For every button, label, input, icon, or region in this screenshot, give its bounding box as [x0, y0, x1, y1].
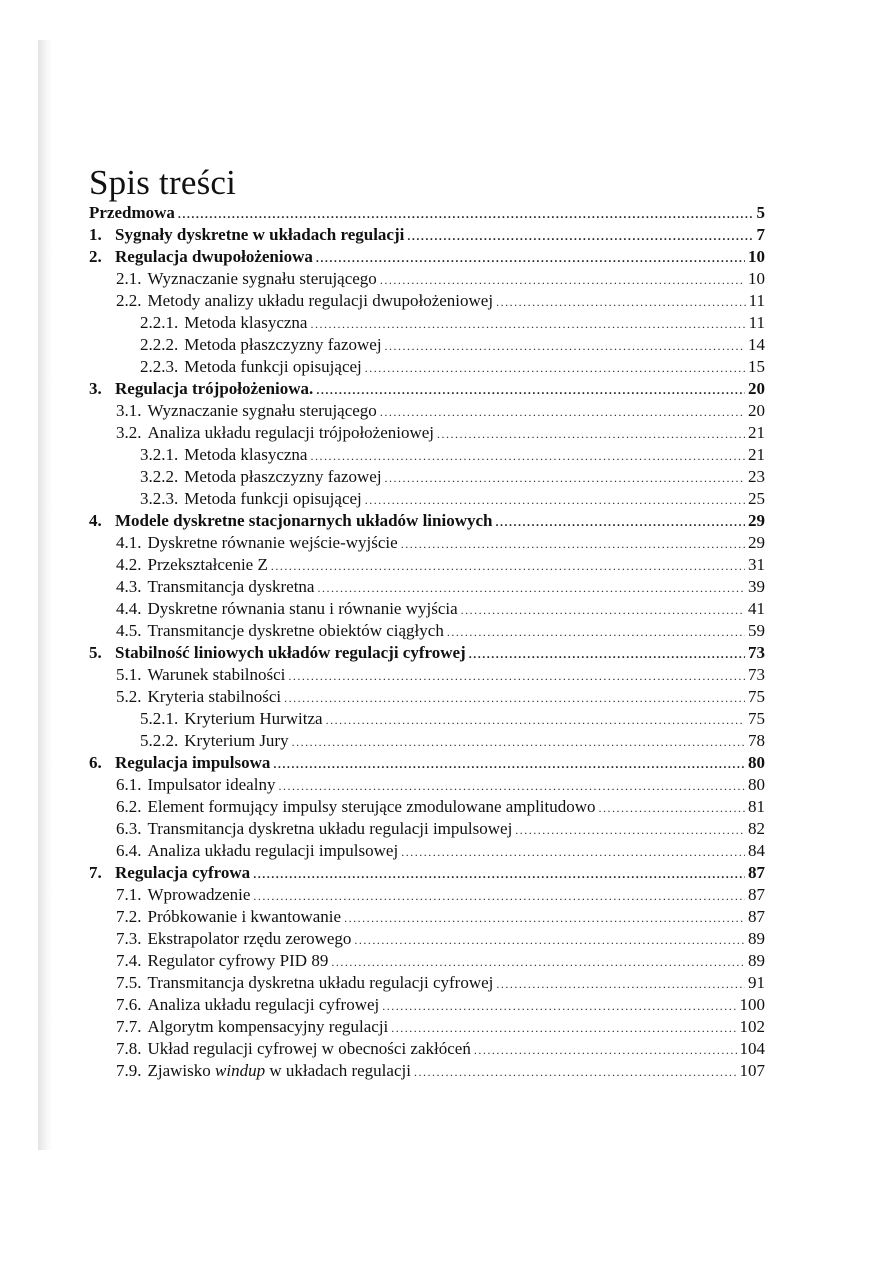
dot-leader — [344, 907, 745, 929]
toc-entry-page-number: 75 — [748, 687, 765, 706]
toc-entry-page-number: 29 — [748, 533, 765, 552]
toc-entry — [89, 664, 765, 686]
toc-entry-number: 4.3. — [116, 577, 142, 596]
toc-entry-label: Dyskretne równanie wejście-wyjście — [147, 533, 398, 552]
toc-entry-number: 4.4. — [116, 599, 142, 618]
toc-entry-label: Algorytm kompensacyjny regulacji — [147, 1017, 389, 1036]
dot-leader — [292, 731, 745, 753]
toc-entry-label: Układ regulacji cyfrowej w obecności zakłóceń — [147, 1039, 471, 1058]
dot-leader — [310, 445, 745, 467]
toc-entry-label: Analiza układu regulacji impulsowej — [147, 841, 399, 860]
toc-entry — [89, 224, 765, 246]
dot-leader — [496, 973, 745, 995]
toc-entry — [89, 686, 765, 708]
toc-entry-page-number: 80 — [748, 753, 765, 772]
toc-entry-number: 1. — [89, 225, 102, 244]
toc-entry-page-number: 10 — [748, 247, 765, 266]
toc-entry-page-number: 84 — [748, 841, 765, 860]
dot-leader — [178, 203, 754, 225]
toc-entry-page-number: 87 — [748, 907, 765, 926]
toc-entry-number: 6.1. — [116, 775, 142, 794]
toc-entry-number: 7.7. — [116, 1017, 142, 1036]
toc-entry-label: Regulacja dwupołożeniowa — [115, 247, 313, 266]
toc-entry-page-number: 100 — [739, 995, 765, 1014]
toc-entry-number: 5.1. — [116, 665, 142, 684]
page-binding-shadow — [38, 40, 52, 1150]
dot-leader — [354, 929, 745, 951]
dot-leader — [317, 577, 745, 599]
dot-leader — [365, 489, 745, 511]
dot-leader — [385, 335, 745, 357]
toc-entry-number: 7.4. — [116, 951, 142, 970]
toc-entry-page-number: 20 — [748, 379, 765, 398]
dot-leader — [599, 797, 745, 819]
dot-leader — [414, 1061, 737, 1083]
toc-entry-label: Kryteria stabilności — [147, 687, 282, 706]
toc-entry-page-number: 73 — [748, 643, 765, 662]
toc-entry-number: 3. — [89, 379, 102, 398]
toc-entry-label: Transmitancja dyskretna układu regulacji cyfrowej — [147, 973, 494, 992]
toc-entry-label: Zjawisko windup w układach regulacji — [147, 1061, 411, 1080]
toc-entry-number: 2.2. — [116, 291, 142, 310]
dot-leader — [273, 753, 745, 775]
dot-leader — [380, 269, 745, 291]
dot-leader — [496, 291, 746, 313]
toc-entry-page-number: 81 — [748, 797, 765, 816]
toc-entry — [89, 444, 765, 466]
toc-entry-emphasis: windup — [215, 1061, 266, 1080]
toc-entry-label: Regulacja trójpołożeniowa. — [115, 379, 314, 398]
table-of-contents — [89, 202, 765, 1082]
dot-leader — [469, 643, 745, 665]
toc-entry — [89, 268, 765, 290]
dot-leader — [253, 885, 745, 907]
toc-entry — [89, 906, 765, 928]
toc-entry-page-number: 21 — [748, 423, 765, 442]
toc-entry-page-number: 15 — [748, 357, 765, 376]
toc-entry-page-number: 104 — [739, 1039, 765, 1058]
toc-entry — [89, 730, 765, 752]
toc-entry-page-number: 39 — [748, 577, 765, 596]
toc-entry-number: 5.2.1. — [140, 709, 179, 728]
toc-entry-label: Próbkowanie i kwantowanie — [147, 907, 342, 926]
toc-entry-label: Stabilność liniowych układów regulacji cyfrowej — [115, 643, 466, 662]
toc-entry — [89, 1016, 765, 1038]
toc-entry — [89, 378, 765, 400]
toc-entry-number: 2.1. — [116, 269, 142, 288]
toc-entry-page-number: 25 — [748, 489, 765, 508]
toc-entry — [89, 994, 765, 1016]
toc-entry-page-number: 87 — [748, 863, 765, 882]
toc-entry — [89, 554, 765, 576]
toc-entry-number: 2.2.1. — [140, 313, 179, 332]
toc-entry — [89, 510, 765, 532]
toc-entry-label: Transmitancje dyskretne obiektów ciągłych — [147, 621, 444, 640]
toc-entry-number: 7.3. — [116, 929, 142, 948]
toc-entry-page-number: 10 — [748, 269, 765, 288]
toc-entry-number: 5.2.2. — [140, 731, 179, 750]
toc-entry-number: 7.5. — [116, 973, 142, 992]
dot-leader — [253, 863, 745, 885]
toc-entry — [89, 950, 765, 972]
toc-entry-number: 3.1. — [116, 401, 142, 420]
toc-entry-page-number: 73 — [748, 665, 765, 684]
dot-leader — [316, 379, 745, 401]
toc-entry — [89, 708, 765, 730]
toc-entry-page-number: 11 — [748, 291, 765, 310]
toc-entry-page-number: 87 — [748, 885, 765, 904]
toc-entry-page-number: 82 — [748, 819, 765, 838]
toc-entry-label: Metody analizy układu regulacji dwupołożeniowej — [147, 291, 494, 310]
toc-entry-number: 6.4. — [116, 841, 142, 860]
toc-entry-number: 2.2.2. — [140, 335, 179, 354]
toc-entry-page-number: 14 — [748, 335, 765, 354]
dot-leader — [331, 951, 745, 973]
toc-entry-page-number: 75 — [748, 709, 765, 728]
toc-entry — [89, 884, 765, 906]
toc-entry-label: Metoda płaszczyzny fazowej — [184, 335, 382, 354]
toc-entry-label: Modele dyskretne stacjonarnych układów liniowych — [115, 511, 493, 530]
toc-entry-page-number: 20 — [748, 401, 765, 420]
toc-entry-page-number: 41 — [748, 599, 765, 618]
toc-entry-label: Ekstrapolator rzędu zerowego — [147, 929, 352, 948]
toc-entry-number: 3.2.1. — [140, 445, 179, 464]
toc-entry — [89, 312, 765, 334]
toc-entry-page-number: 5 — [756, 203, 765, 222]
toc-entry-page-number: 91 — [748, 973, 765, 992]
toc-entry-page-number: 80 — [748, 775, 765, 794]
toc-entry-page-number: 59 — [748, 621, 765, 640]
toc-entry-number: 6.3. — [116, 819, 142, 838]
dot-leader — [278, 775, 745, 797]
toc-entry-page-number: 21 — [748, 445, 765, 464]
toc-entry-number: 2. — [89, 247, 102, 266]
toc-entry — [89, 488, 765, 510]
dot-leader — [365, 357, 745, 379]
toc-entry — [89, 972, 765, 994]
dot-leader — [407, 225, 753, 247]
toc-entry-label: Metoda płaszczyzny fazowej — [184, 467, 382, 486]
toc-entry-label: Regulacja impulsowa — [115, 753, 271, 772]
toc-entry-label: Przekształcenie Z — [147, 555, 268, 574]
toc-entry-label: Impulsator idealny — [147, 775, 276, 794]
toc-entry-number: 7.1. — [116, 885, 142, 904]
dot-leader — [515, 819, 745, 841]
toc-entry-number: 7.8. — [116, 1039, 142, 1058]
toc-entry — [89, 620, 765, 642]
toc-entry-label: Regulator cyfrowy PID 89 — [147, 951, 329, 970]
toc-entry — [89, 1060, 765, 1082]
toc-entry-label: Transmitancja dyskretna — [147, 577, 315, 596]
toc-entry-label: Przedmowa — [89, 203, 175, 222]
toc-entry — [89, 246, 765, 268]
toc-entry-number: 3.2. — [116, 423, 142, 442]
dot-leader — [447, 621, 745, 643]
toc-entry — [89, 862, 765, 884]
toc-entry — [89, 532, 765, 554]
toc-entry-label: Warunek stabilności — [147, 665, 286, 684]
toc-entry — [89, 642, 765, 664]
toc-entry — [89, 598, 765, 620]
toc-entry-number: 4.2. — [116, 555, 142, 574]
toc-entry-label: Sygnały dyskretne w układach regulacji — [115, 225, 405, 244]
toc-entry-page-number: 31 — [748, 555, 765, 574]
toc-entry-label: Wyznaczanie sygnału sterującego — [147, 401, 377, 420]
toc-entry-label: Metoda funkcji opisującej — [184, 489, 362, 508]
toc-entry-page-number: 23 — [748, 467, 765, 486]
toc-entry — [89, 576, 765, 598]
toc-entry — [89, 400, 765, 422]
dot-leader — [385, 467, 745, 489]
dot-leader — [288, 665, 745, 687]
toc-entry — [89, 818, 765, 840]
toc-entry-number: 4.1. — [116, 533, 142, 552]
dot-leader — [284, 687, 745, 709]
toc-entry-label: Regulacja cyfrowa — [115, 863, 251, 882]
toc-entry-number: 7.9. — [116, 1061, 142, 1080]
dot-leader — [380, 401, 745, 423]
toc-entry-label: Wyznaczanie sygnału sterującego — [147, 269, 377, 288]
toc-entry-number: 4. — [89, 511, 102, 530]
toc-entry-number: 2.2.3. — [140, 357, 179, 376]
toc-entry — [89, 840, 765, 862]
toc-entry-page-number: 7 — [756, 225, 765, 244]
page-title: Spis treści — [89, 163, 237, 203]
toc-entry — [89, 202, 765, 224]
toc-entry — [89, 774, 765, 796]
toc-entry-number: 5.2. — [116, 687, 142, 706]
toc-entry-page-number: 78 — [748, 731, 765, 750]
dot-leader — [474, 1039, 737, 1061]
toc-entry-label: Kryterium Hurwitza — [184, 709, 323, 728]
toc-entry-page-number: 89 — [748, 951, 765, 970]
toc-entry-label: Element formujący impulsy sterujące zmodulowane amplitudowo — [147, 797, 596, 816]
toc-entry — [89, 290, 765, 312]
toc-entry-number: 7.2. — [116, 907, 142, 926]
toc-entry-page-number: 107 — [739, 1061, 765, 1080]
toc-entry-label: Kryterium Jury — [184, 731, 289, 750]
toc-entry-label: Metoda funkcji opisującej — [184, 357, 362, 376]
toc-entry-number: 7.6. — [116, 995, 142, 1014]
toc-entry — [89, 928, 765, 950]
toc-entry-number: 6.2. — [116, 797, 142, 816]
toc-entry-label: Metoda klasyczna — [184, 313, 308, 332]
dot-leader — [326, 709, 745, 731]
toc-entry-page-number: 102 — [739, 1017, 765, 1036]
dot-leader — [382, 995, 736, 1017]
dot-leader — [461, 599, 745, 621]
toc-entry-label: Metoda klasyczna — [184, 445, 308, 464]
dot-leader — [316, 247, 745, 269]
toc-entry-label: Transmitancja dyskretna układu regulacji impulsowej — [147, 819, 513, 838]
toc-entry-number: 3.2.2. — [140, 467, 179, 486]
toc-entry-page-number: 11 — [748, 313, 765, 332]
toc-entry-page-number: 29 — [748, 511, 765, 530]
toc-entry-number: 3.2.3. — [140, 489, 179, 508]
toc-entry-label: Wprowadzenie — [147, 885, 251, 904]
toc-entry-label: Analiza układu regulacji cyfrowej — [147, 995, 380, 1014]
toc-entry-label: Dyskretne równania stanu i równanie wyjścia — [147, 599, 458, 618]
toc-entry-number: 7. — [89, 863, 102, 882]
dot-leader — [496, 511, 746, 533]
toc-entry — [89, 1038, 765, 1060]
toc-entry — [89, 796, 765, 818]
toc-entry — [89, 466, 765, 488]
toc-entry — [89, 752, 765, 774]
toc-entry-number: 6. — [89, 753, 102, 772]
dot-leader — [401, 841, 745, 863]
dot-leader — [437, 423, 745, 445]
dot-leader — [391, 1017, 736, 1039]
dot-leader — [401, 533, 745, 555]
dot-leader — [271, 555, 745, 577]
toc-entry — [89, 334, 765, 356]
toc-entry-page-number: 89 — [748, 929, 765, 948]
toc-entry — [89, 356, 765, 378]
toc-entry-number: 5. — [89, 643, 102, 662]
toc-entry — [89, 422, 765, 444]
dot-leader — [310, 313, 745, 335]
toc-entry-number: 4.5. — [116, 621, 142, 640]
toc-entry-label: Analiza układu regulacji trójpołożeniowej — [147, 423, 435, 442]
